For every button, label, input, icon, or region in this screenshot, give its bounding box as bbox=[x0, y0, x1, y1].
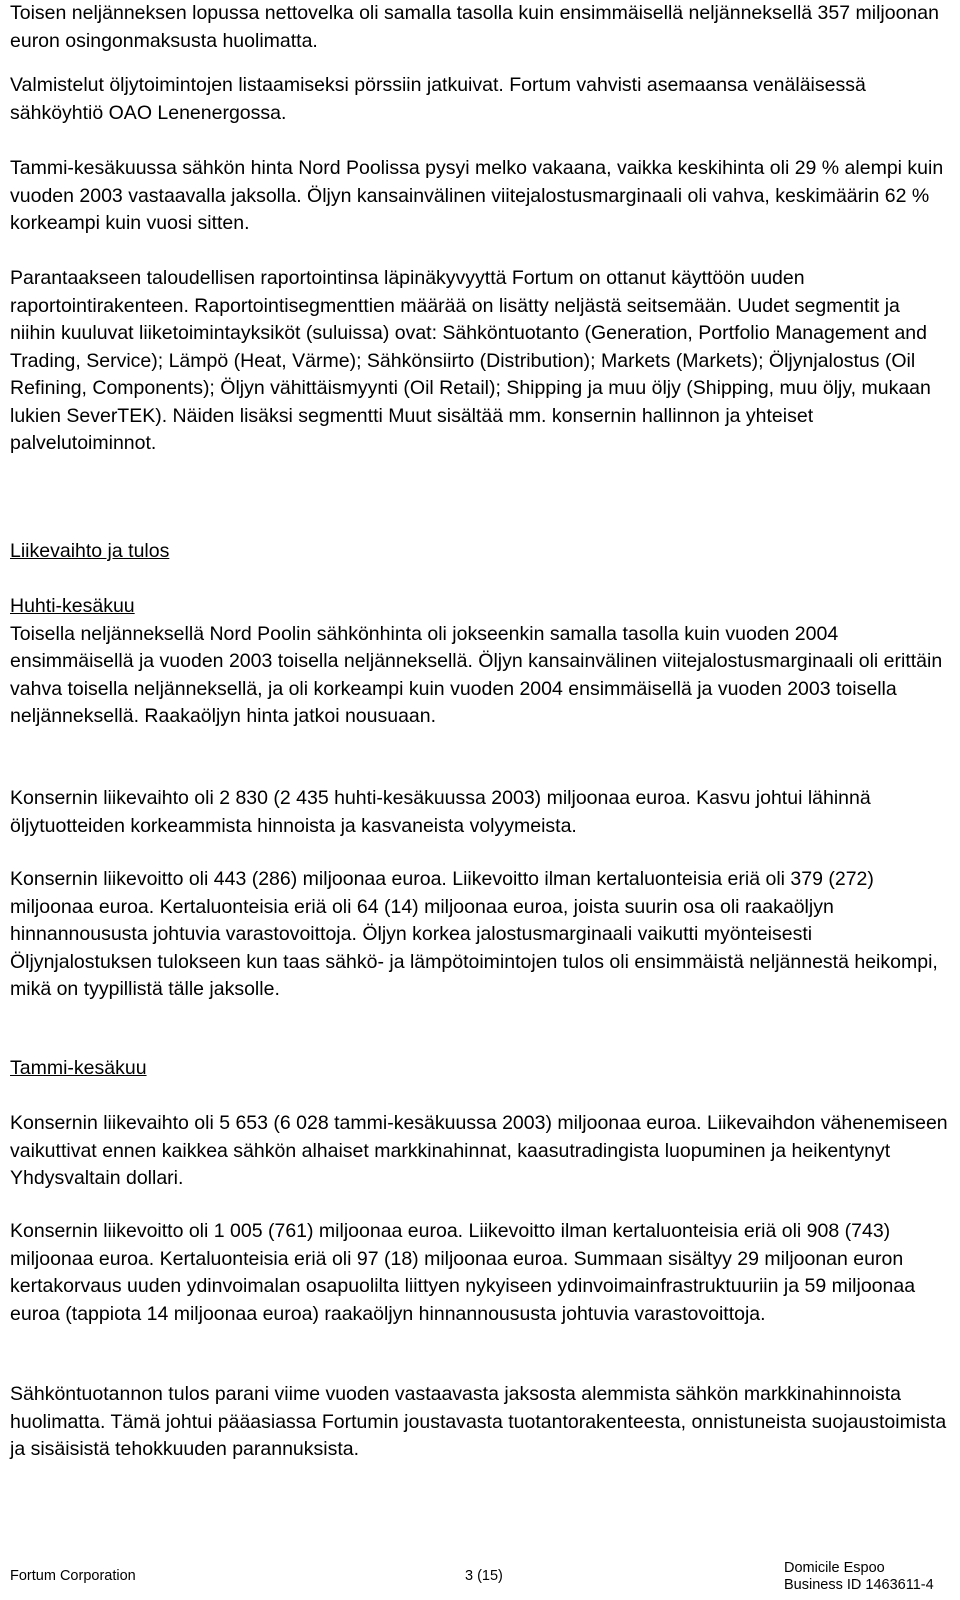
page-footer bbox=[0, 1560, 960, 1600]
footer-company-info bbox=[784, 1560, 934, 1594]
paragraph-q2-operating-profit bbox=[10, 866, 950, 1004]
subsection-h1 bbox=[10, 1055, 950, 1083]
subsection-q2 bbox=[10, 593, 950, 731]
paragraph-text: Parantaakseen taloudellisen raportointinsa läpinäkyvyyttä Fortum on ottanut käyttöön uuden raportointirakenteen. Raportointisegmenttien määrää on lisätty neljästä seitsemään. Uudet segmentit ja niihin kuuluvat liiketoimintayksiköt (suluissa) ovat: Sähköntuotanto (Generation, Portfolio Management and Trading, Service); Lämpö (Heat, Värme); Sähkönsiirto (Distribution); Markets (Markets); Öljynjalostus (Oil Refining, Components); Öljyn vähittäismyynti (Oil Retail); Shipping ja muu öljy (Shipping, muu öljy, mukaan lukien SeverTEK). Näiden lisäksi segmentti Muut sisältää mm. konsernin hallinnon ja yhteiset palvelutoiminnot. bbox=[10, 267, 931, 454]
paragraph-text: Konsernin liikevoitto oli 443 (286) miljoonaa euroa. Liikevoitto ilman kertaluonteisia eriä oli 379 (272) miljoonaa euroa. Kertaluonteisia eriä oli 64 (14) miljoonaa euroa, joista suurin osa oli raakaöljyn hinnannoususta johtuvia varastovoittoja. Öljyn korkea jalostusmarginaali vaikutti myönteisesti Öljynjalostuksen tulokseen kun taas sähkö- ja lämpötoimintojen tulos oli ensimmäistä neljännestä heikompi, mikä on tyypillistä tälle jaksolle. bbox=[10, 868, 938, 1000]
paragraph-net-debt bbox=[10, 0, 950, 55]
paragraph-text: Konsernin liikevaihto oli 5 653 (6 028 tammi-kesäkuussa 2003) miljoonaa euroa. Liikevaihdon vähenemiseen vaikuttivat ennen kaikkea sähkön alhaiset markkinahinnat, kaasutradingista luopuminen ja heikentynyt Yhdysvaltain dollari. bbox=[10, 1112, 948, 1189]
paragraph-text: Konsernin liikevoitto oli 1 005 (761) miljoonaa euroa. Liikevoitto ilman kertaluonteisia eriä oli 908 (743) miljoonaa euroa. Kertaluonteisia eriä oli 97 (18) miljoonaa euroa. Summaan sisältyy 29 miljoonan euron kertakorvaus uuden ydinvoimalan osapuolilta liittyen nykyiseen ydinvoimainfrastruktuuriin ja 59 miljoonaa euroa (tappiota 14 miljoonaa euroa) raakaöljyn hinnannoususta johtuvia varastovoittoja. bbox=[10, 1220, 916, 1325]
paragraph-text: Toisella neljänneksellä Nord Poolin sähkönhinta oli jokseenkin samalla tasolla kuin vuoden 2004 ensimmäisellä ja vuoden 2003 toisella neljänneksellä. Öljyn kansainvälinen viitejalostusmarginaali oli erittäin vahva toisella neljänneksellä, ja oli korkeampi kuin vuoden 2004 ensimmäisellä ja vuoden 2003 toisella neljänneksellä. Raakaöljyn hinta jatkoi nousuaan. bbox=[10, 622, 943, 727]
paragraph-text: Konsernin liikevaihto oli 2 830 (2 435 huhti-kesäkuussa 2003) miljoonaa euroa. Kasvu johtui lähinnä öljytuotteiden korkeammista hinnoista ja kasvaneista volyymeista. bbox=[10, 787, 871, 837]
section-heading-revenue-result: Liikevaihto ja tulos bbox=[10, 540, 170, 562]
paragraph-h1-operating-profit bbox=[10, 1218, 950, 1328]
paragraph-text: Toisen neljänneksen lopussa nettovelka oli samalla tasolla kuin ensimmäisellä neljänneksellä 357 miljoonan euron osingonmaksusta huolimatta. bbox=[10, 2, 939, 52]
paragraph-power-generation bbox=[10, 1381, 950, 1464]
footer-page-number: 3 (15) bbox=[465, 1568, 503, 1584]
footer-company: Fortum Corporation bbox=[10, 1568, 136, 1584]
paragraph-listing bbox=[10, 72, 950, 127]
paragraph-reporting-structure bbox=[10, 265, 950, 458]
paragraph-text: Sähköntuotannon tulos parani viime vuoden vastaavasta jaksosta alemmista sähkön markkinahinnoista huolimatta. Tämä johtui pääasiassa Fortumin joustavasta tuotantorakenteesta, onnistuneista suojaustoimista ja sisäisistä tehokkuuden parannuksista. bbox=[10, 1383, 947, 1460]
paragraph-h1-revenue bbox=[10, 1110, 950, 1193]
subheading-january-june: Tammi-kesäkuu bbox=[10, 1057, 147, 1079]
footer-domicile: Domicile Espoo bbox=[784, 1560, 885, 1576]
paragraph-q2-revenue bbox=[10, 785, 950, 840]
section-title bbox=[10, 538, 950, 566]
paragraph-nord-pool bbox=[10, 155, 950, 238]
footer-business-id: Business ID 1463611-4 bbox=[784, 1577, 934, 1593]
subheading-april-june: Huhti-kesäkuu bbox=[10, 595, 135, 617]
paragraph-text: Valmistelut öljytoimintojen listaamiseksi pörssiin jatkuivat. Fortum vahvisti asemaansa venäläisessä sähköyhtiö OAO Lenenergossa. bbox=[10, 74, 866, 124]
paragraph-text: Tammi-kesäkuussa sähkön hinta Nord Poolissa pysyi melko vakaana, vaikka keskihinta oli 29 % alempi kuin vuoden 2003 vastaavalla jaksolla. Öljyn kansainvälinen viitejalostusmarginaali oli vahva, keskimäärin 62 % korkeampi kuin vuosi sitten. bbox=[10, 157, 944, 234]
